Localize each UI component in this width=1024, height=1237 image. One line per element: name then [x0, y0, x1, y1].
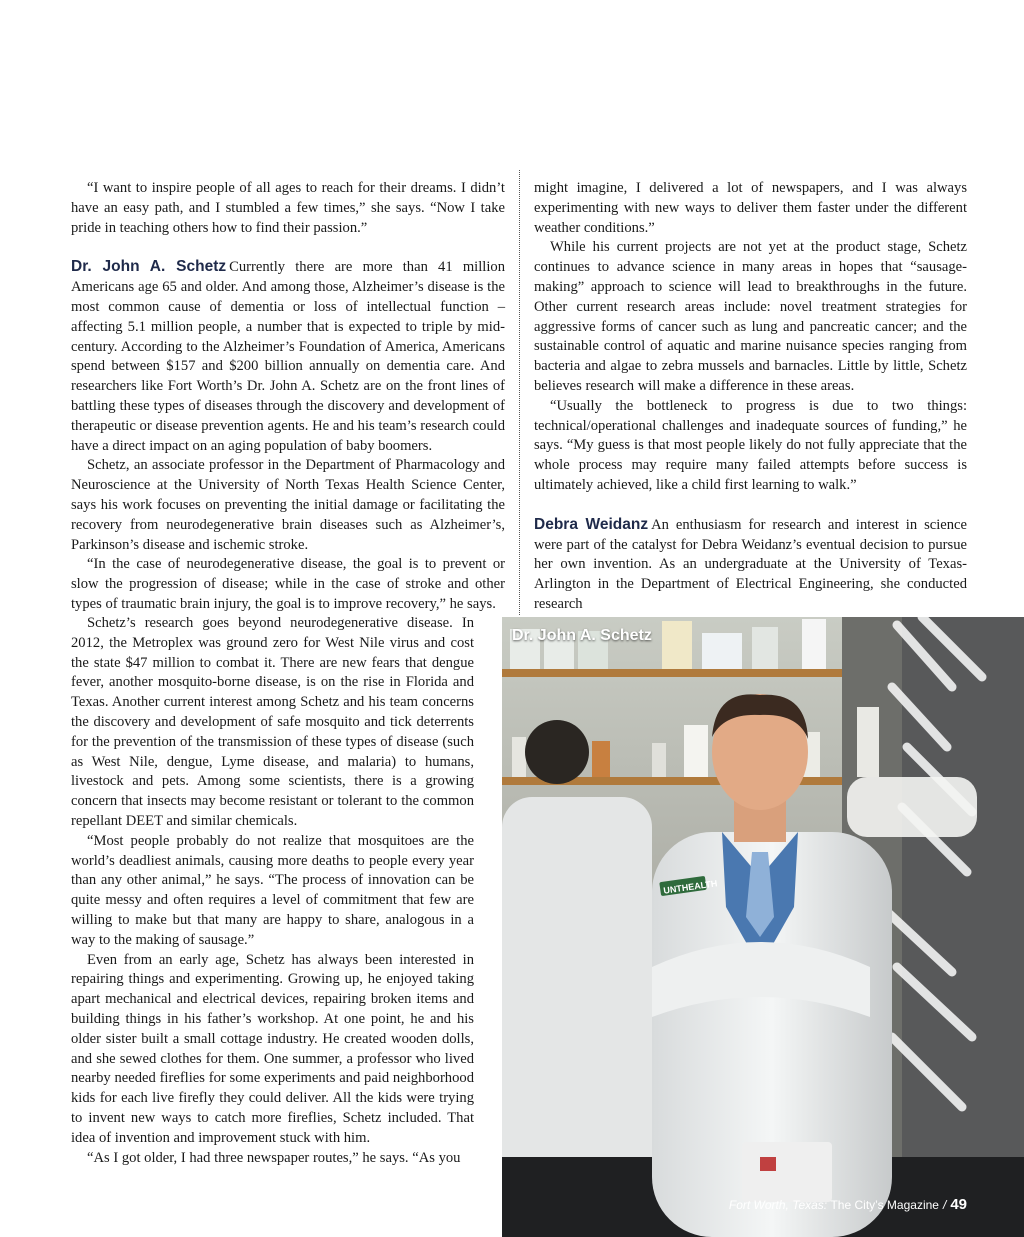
lab-photo: [502, 617, 1024, 1237]
paragraph: might imagine, I delivered a lot of newspapers, and I was always experimenting with new ways to deliver them faster under the different weather conditions.”: [534, 180, 967, 236]
paragraph: Schetz’s research goes beyond neurodegenerative disease. In 2012, the Metroplex was ground zero for West Nile virus and cost the state $47 million to combat it. There are new fears that dengue fever, another mosquito-borne disease, is on the rise in Florida and Texas. Another current interest among Schetz and his team concerns the discovery and development of safe mosquito and tick deterrents for the prevention of the transmission of these types of disease (such as West Nile, dengue, Lyme disease, and malaria) to humans, livestock and pets. Among some scientists, there is a growing concern that insects may become resistant or tolerant to the common repellant DEET and similar chemicals.: [71, 615, 474, 829]
footer-magazine: The City’s Magazine: [830, 1198, 939, 1212]
paragraph: “In the case of neurodegenerative disease, the goal is to prevent or slow the progression of disease; while in the case of stroke and other types of traumatic brain injury, the goal is to improve recovery,” he says.: [71, 556, 505, 612]
paragraph-text: An enthusiasm for research and interest in science were part of the catalyst for Debra Weidanz’s eventual decision to pursue her own invention. As an undergraduate at the University of Texas-Arlington in the Department of Electrical Engineering, she conducted research: [534, 516, 968, 612]
paragraph: While his current projects are not yet at the product stage, Schetz continues to advance science in many areas in hopes that “sausage-making” approach to science will lead to breakthroughs in the future. Other current research areas include: novel treatment strategies for aggressive forms of cancer such as lung and pancreatic cancer; and the sustainable control of aquatic and marine nuisance species ranging from bacteria and algae to zebra mussels and barnacles. Little by little, Schetz believes research will make a difference in these areas.: [534, 239, 967, 394]
column-divider: [519, 170, 520, 615]
paragraph: “Most people probably do not realize that mosquitoes are the world’s deadliest animals, causing more deaths to people every year than any other animal,” he says. “The process of innovation can be quite messy and often requires a level of commitment that few are willing to make but that many are happy to share, analogous in a way to the making of sausage.”: [71, 832, 474, 948]
paragraph: “I want to inspire people of all ages to reach for their dreams. I didn’t have an easy path, and I stumbled a few times,” she says. “Now I take pride in teaching others how to find their passion.”: [71, 180, 505, 236]
schetz-section-intro: [71, 257, 505, 456]
photo-caption: Dr. John A. Schetz: [512, 627, 652, 644]
paragraph: “As I got older, I had three newspaper routes,” he says. “As you: [87, 1149, 461, 1166]
weidanz-section-intro: [534, 515, 967, 615]
right-column: [534, 179, 967, 615]
page-number: 49: [950, 1196, 967, 1213]
paragraph: Schetz, an associate professor in the Department of Pharmacology and Neuroscience at the University of North Texas Health Science Center, says his work focuses on preventing the initial damage or facilitating the recovery from neurodegenerative brain diseases such as Alzheimer’s, Parkinson’s disease and ischemic stroke.: [71, 457, 505, 553]
footer-city: Fort Worth, Texas:: [728, 1198, 828, 1212]
coat-badge: UNTHEALTH: [662, 878, 718, 896]
left-column-top: [71, 179, 505, 615]
lab-photo-illustration: [502, 617, 1024, 1237]
section-lead-schetz: Dr. John A. Schetz: [71, 258, 227, 276]
section-lead-weidanz: Debra Weidanz: [534, 515, 649, 533]
left-column-bottom: [71, 614, 474, 1168]
paragraph: “Usually the bottleneck to progress is due to two things: technical/operational challenges and inadequate sources of funding,” he says. “My guess is that most people likely do not fully appreciate that the whole process may require many failed attempts before success is ultimately achieved, like a child first learning to walk.”: [534, 397, 967, 493]
page-footer: [729, 1196, 967, 1213]
paragraph: Even from an early age, Schetz has always been interested in repairing things and experimenting. Growing up, he enjoyed taking apart mechanical and electrical devices, repairing broken items and building things in his father’s workshop. At one point, he and his older sister built a small cottage industry. He created wooden dolls, and she sewed clothes for them. One summer, a professor who lived nearby needed fireflies for some experiments and paid neighborhood kids for each live firefly they could deliver. All the kids were trying to invent new ways to catch more fireflies, Schetz included. That idea of invention and improvement stuck with him.: [71, 951, 474, 1146]
paragraph-text: Currently there are more than 41 million Americans age 65 and older. And among those, Alzheimer’s disease is the most common cause of dementia or loss of intellectual function – affecting 5.1 million people, a number that is expected to triple by mid-century. According to the Alzheimer’s Foundation of America, Americans spend between $157 and $200 billion annually on dementia care. And researchers like Fort Worth’s Dr. John A. Schetz are on the front lines of battling these types of diseases through the discovery and development of therapeutic or disease prevention agents. He and his team’s research could have a direct impact on an aging population of baby boomers.: [71, 259, 505, 454]
footer-separator: /: [942, 1198, 947, 1212]
